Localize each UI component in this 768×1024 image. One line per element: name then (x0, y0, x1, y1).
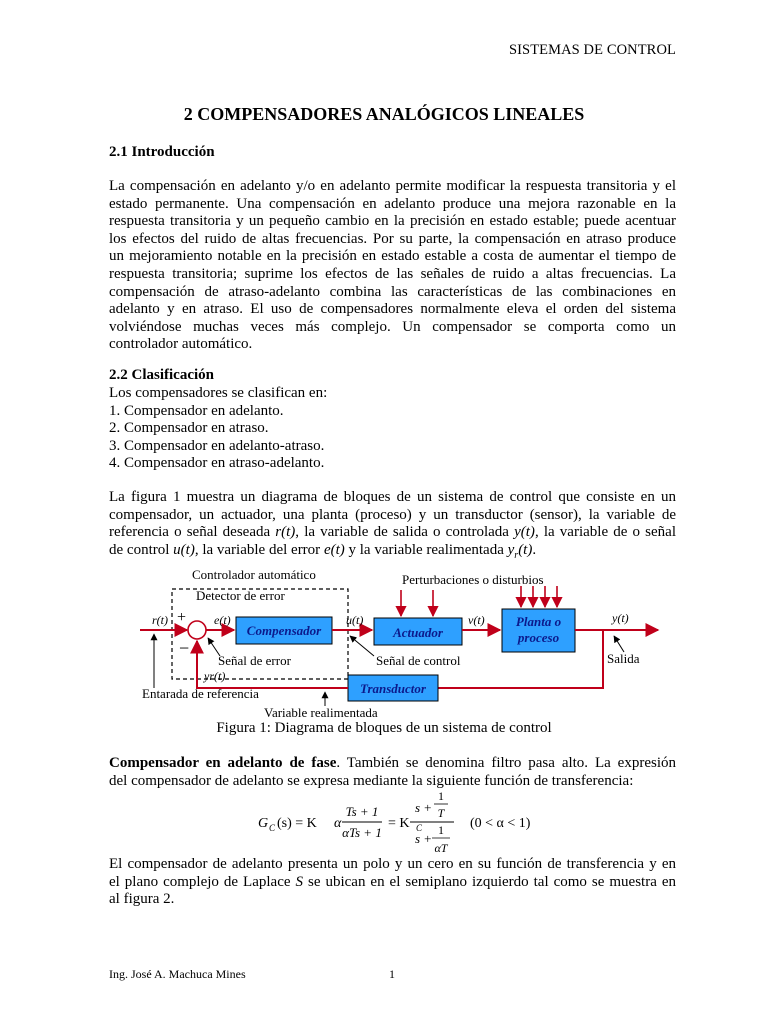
text-line: La compensación en adelanto y/o en adelanto permite modificar la respuesta transitoria y el (109, 178, 676, 194)
label-var-realimentada: Variable realimentada (264, 705, 378, 720)
text-line: del compensador de adelanto se expresa mediante la siguiente función de transferencia: (109, 772, 634, 789)
formula-den2b: 1 (438, 823, 444, 837)
figure-caption: Figura 1: Diagrama de bloques de un sistema de control (216, 720, 552, 736)
block-planta-label-2: proceso (517, 630, 560, 645)
label-e: e(t) (214, 613, 231, 627)
text-line: controlador automático. (109, 336, 253, 353)
label-perturbaciones: Perturbaciones o disturbios (402, 572, 544, 587)
formula-sub: C (269, 823, 276, 833)
text-line: referencia o señal deseada r(t), la variable de salida o controlada y(t), la variable de o señal (109, 524, 676, 541)
block-actuador-label: Actuador (393, 625, 443, 640)
formula-den1: αTs + 1 (342, 825, 382, 840)
formula-condition: (0 < α < 1) (470, 816, 531, 831)
label-r: r(t) (152, 613, 168, 627)
list-item: 3. Compensador en adelanto-atraso. (109, 437, 325, 454)
text-line: los efectos del ruido de altas frecuencias. Por su parte, la compensación en atraso produce (109, 230, 676, 247)
block-transductor-label: Transductor (360, 681, 426, 696)
chapter-title: 2 COMPENSADORES ANALÓGICOS LINEALES (183, 104, 585, 124)
text-line: volviéndose muchas veces más complejo. Un compensador se comporta como un (109, 318, 676, 335)
label-yr: yr(t) (204, 669, 226, 683)
text-line: al figura 2. (109, 891, 175, 908)
text-line: el plano complejo de Laplace S se ubican en el semiplano izquierdo tal como se muestra en (109, 873, 677, 890)
formula-lhs: G (258, 816, 269, 831)
footer-author: Ing. José A. Machuca Mines (109, 967, 246, 981)
section-title-introduccion: 2.1 Introducción (109, 144, 215, 160)
intro-paragraph (109, 178, 676, 354)
text-line: adelanto y en atraso. El uso de compensadores normalmente eleva el orden del sistema (109, 301, 676, 318)
label-controlador: Controlador automático (192, 567, 316, 582)
formula-eq2: = K (388, 816, 410, 831)
list-intro: Los compensadores se clasifican en: (109, 385, 328, 401)
formula-den2c: αT (434, 841, 448, 855)
closing-paragraph (109, 856, 676, 909)
text-line: La figura 1 muestra un diagrama de bloques de un sistema de control que consiste en un (109, 489, 676, 505)
label-senal-control: Señal de control (376, 653, 461, 668)
summing-junction (188, 621, 206, 639)
sign-plus: + (177, 609, 187, 626)
section-title-clasificacion: 2.2 Clasificación (109, 367, 214, 383)
list-item: 1. Compensador en adelanto. (109, 402, 284, 419)
text-line: respuesta transitoria y un pequeño cambio en la precisión en estado estable; puede acentuar (109, 213, 676, 230)
text-line: de control u(t), la variable del error e(t) y la variable realimentada $y_r(t)$. (109, 541, 537, 561)
transfer-function (230, 786, 550, 858)
block-compensador-label: Compensador (246, 623, 322, 638)
text-line: un mejoramiento notable en la precisión en estado estable a costa de aumentar el tiempo de (109, 248, 676, 265)
text-line: estado permanente. Una compensación en adelanto produce una mejora razonable en la (109, 195, 676, 212)
formula-num2b: 1 (438, 789, 444, 803)
running-header: SISTEMAS DE CONTROL (508, 42, 676, 58)
formula-num2c: T (437, 806, 445, 820)
formula-sub2: C (416, 823, 423, 833)
pointer-senal-control (350, 636, 374, 656)
text-line: respuesta transitoria; suprime los efectos de las señales de ruido a altas frecuencias. La (109, 265, 676, 282)
figure-paragraph (109, 489, 676, 559)
label-salida: Salida (607, 651, 640, 666)
text-line: El compensador de adelanto presenta un polo y un cero en su función de transferencia y en (109, 856, 676, 872)
text-line: compensador, un actuador, una planta (proceso) y un transductor (sensor), la variable de (109, 506, 676, 523)
formula-num1: Ts + 1 (345, 804, 379, 819)
classification-list (109, 385, 676, 473)
label-detector: Detector de error (196, 588, 285, 603)
text-line: Compensador en adelanto de fase. También se denomina filtro pasa alto. La expresión (109, 755, 677, 771)
formula-alpha: α (334, 816, 342, 831)
sign-minus: − (179, 638, 190, 658)
label-v: v(t) (468, 613, 485, 627)
text-line: compensación de atraso-adelanto combina las características de las combinaciones en (109, 283, 676, 300)
list-item: 2. Compensador en atraso. (109, 420, 269, 437)
label-u: u(t) (346, 613, 364, 627)
formula-arg: (s) = K (277, 816, 317, 831)
block-planta-label-1: Planta o (515, 614, 562, 629)
block-diagram (140, 562, 660, 722)
label-y: y(t) (612, 611, 629, 625)
lead-paragraph (109, 755, 676, 790)
formula-den2a: s + (415, 831, 433, 846)
label-entrada-ref: Entarada de referencia (142, 686, 259, 701)
page-number: 1 (389, 967, 395, 981)
pointer-salida (614, 636, 624, 652)
formula-num2a: s + (415, 800, 433, 815)
list-item: 4. Compensador en atraso-adelanto. (109, 455, 325, 472)
label-senal-error: Señal de error (218, 653, 291, 668)
